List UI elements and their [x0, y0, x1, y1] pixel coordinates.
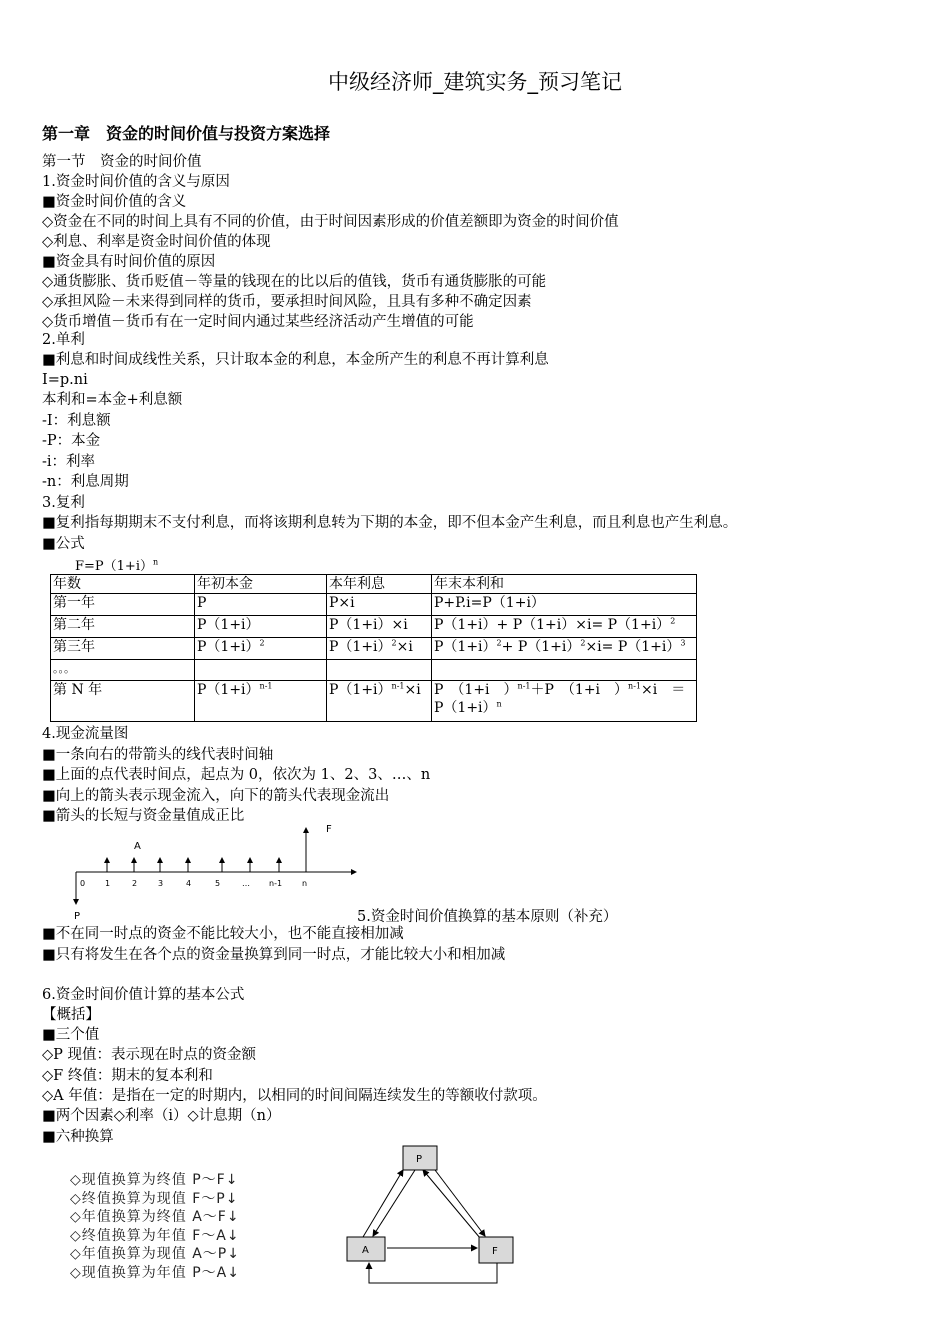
tick-label: 1: [105, 879, 111, 888]
text-line: ■箭头的长短与资金量值成正比: [42, 808, 245, 824]
label-p: P: [74, 911, 81, 922]
text-line: ■资金时间价值的含义: [42, 194, 187, 210]
text-line: ◇通货膨胀、货币贬值－等量的钱现在的比以后的值钱，货币有通货膨胀的可能: [42, 274, 547, 290]
list-item: ◇终值换算为年值 F～A↓: [70, 1227, 240, 1244]
table-cell: P （1+i ）$^{n-1}$＋P （1+i ）$^{n-1}$×i ＝ $P(1+i)^n$: [432, 681, 697, 722]
text-line: ■公式: [42, 536, 85, 552]
table-cell: $P(1+i)^{n-1}\times i$: [327, 681, 432, 722]
node-f-label: F: [492, 1246, 498, 1257]
text-line: 3.复利: [42, 495, 85, 511]
arrow-p-to-a: [373, 1170, 415, 1236]
text-line: -n：利息周期: [42, 474, 129, 490]
arrow-f-to-a: [369, 1263, 497, 1283]
text-line: -I：利息额: [42, 413, 111, 429]
table-cell: 第三年: [51, 638, 195, 660]
tick-label: n-1: [269, 879, 283, 888]
table-cell: 第 N 年: [51, 681, 195, 722]
text-line: ■上面的点代表时间点，起点为 0，依次为 1、2、3、…、n: [42, 767, 431, 783]
text-line: 6.资金时间价值计算的基本公式: [42, 987, 245, 1003]
text-line: ◇承担风险－未来得到同样的货币，要承担时间风险，且具有多种不确定因素: [42, 294, 532, 310]
text-line: -i：利率: [42, 454, 96, 470]
table-cell: $P(1+i)+ P(1+i)\times i= P(1+i)^2$: [432, 616, 697, 638]
compound-interest-table: [50, 574, 697, 722]
list-item: ◇终值换算为现值 F～P↓: [70, 1190, 239, 1207]
table-row: [51, 660, 697, 681]
table-header-cell: 年末本利和: [432, 575, 697, 594]
table-cell: P: [195, 594, 327, 616]
tick-label: 4: [186, 879, 192, 888]
text-line: ■复利指每期期末不支付利息，而将该期利息转为下期的本金，即不但本金产生利息，而且利息也产生利息。: [42, 515, 738, 531]
table-row: [51, 638, 697, 660]
label-f: F: [326, 824, 332, 835]
text-line: ■资金具有时间价值的原因: [42, 254, 216, 270]
table-cell: $P(1+i)^2+ P(1+i)^2\times i= P(1+i)^3$: [432, 638, 697, 660]
table-header-cell: 年数: [51, 575, 195, 594]
node-a-label: A: [362, 1245, 369, 1256]
chapter-heading: 第一章 资金的时间价值与投资方案选择: [42, 124, 331, 143]
tick-label: 3: [158, 879, 164, 888]
arrow-p-to-f: [435, 1170, 485, 1236]
table-row: [51, 681, 697, 722]
text-line: ■一条向右的带箭头的线代表时间轴: [42, 747, 274, 763]
text-line: ■两个因素◇利率（i）◇计息期（n）: [42, 1108, 281, 1124]
text-line: ◇P 现值：表示现在时点的资金额: [42, 1047, 257, 1063]
arrow-f-to-p: [423, 1170, 480, 1238]
text-line: ◇A 年值：是指在一定的时期内，以相同的时间间隔连续发生的等额收付款项。: [42, 1088, 547, 1104]
tick-label: 0: [80, 879, 86, 888]
text-line: ■利息和时间成线性关系，只计取本金的利息，本金所产生的利息不再计算利息: [42, 352, 549, 368]
table-cell: [327, 660, 432, 681]
node-p-label: P: [416, 1154, 423, 1165]
section-heading: 5.资金时间价值换算的基本原则（补充）: [357, 909, 618, 925]
table-cell: [195, 660, 327, 681]
text-line: ◇货币增值－货币有在一定时间内通过某些经济活动产生增值的可能: [42, 314, 474, 330]
tick-label: 2: [132, 879, 138, 888]
document-title: 中级经济师_建筑实务_预习笔记: [328, 70, 622, 94]
table-cell: P×i: [327, 594, 432, 616]
tick-label: n: [302, 879, 308, 888]
table-cell: 第二年: [51, 616, 195, 638]
label-a: A: [134, 841, 141, 852]
text-line: 【概括】: [42, 1007, 100, 1023]
table-cell: 。。。: [51, 660, 195, 681]
text-line: ■不在同一时点的资金不能比较大小，也不能直接相加减: [42, 926, 404, 942]
list-item: ◇年值换算为现值 A～P↓: [70, 1246, 240, 1262]
table-cell: [432, 660, 697, 681]
table-cell: $P(1+i)^2$: [195, 638, 327, 660]
list-item: ◇现值换算为年值 P～A↓: [70, 1264, 240, 1281]
table-header-cell: 年初本金: [195, 575, 327, 594]
compound-formula: $F=P(1+i)^n$: [75, 557, 159, 574]
text-line: ■三个值: [42, 1027, 100, 1043]
list-item: ◇现值换算为终值 P～F↓: [70, 1172, 239, 1188]
table-cell: P（1+i）: [195, 616, 327, 638]
text-line: ■只有将发生在各个点的资金量换算到同一时点，才能比较大小和相加减: [42, 947, 506, 963]
table-row: [51, 616, 697, 638]
table-cell: $P(1+i)^2\times i$: [327, 638, 432, 660]
arrow-a-to-p: [363, 1170, 403, 1237]
text-line: -P：本金: [42, 433, 101, 449]
text-line: ■向上的箭头表示现金流入，向下的箭头代表现金流出: [42, 788, 390, 804]
pfa-triangle-diagram: [335, 1140, 525, 1288]
text-line: 第一节 资金的时间价值: [42, 154, 202, 170]
text-line: 1.资金时间价值的含义与原因: [42, 174, 230, 190]
six-conversions-list: [70, 1171, 240, 1282]
tick-labels: [80, 879, 307, 888]
text-line: ■六种换算: [42, 1129, 114, 1145]
text-line: 4.现金流量图: [42, 726, 129, 742]
list-item: ◇年值换算为终值 A～F↓: [70, 1209, 240, 1225]
table-row: [51, 594, 697, 616]
table-cell: P（1+i）×i: [327, 616, 432, 638]
table-cell: $P(1+i)^{n-1}$: [195, 681, 327, 722]
text-line: I=p.ni: [42, 372, 88, 388]
text-line: 2.单利: [42, 332, 85, 348]
table-cell: 第一年: [51, 594, 195, 616]
text-line: ◇利息、利率是资金时间价值的体现: [42, 234, 271, 250]
cash-flow-diagram: [60, 818, 360, 923]
tick-label: …: [242, 879, 250, 888]
table-header-row: [51, 575, 697, 594]
table-header-cell: 本年利息: [327, 575, 432, 594]
text-line: 本利和=本金+利息额: [42, 392, 183, 408]
tick-label: 5: [215, 879, 221, 888]
text-line: ◇F 终值：期末的复本利和: [42, 1068, 213, 1084]
table-cell: P+P.i=P（1+i）: [432, 594, 697, 616]
text-line: ◇资金在不同的时间上具有不同的价值，由于时间因素形成的价值差额即为资金的时间价值: [42, 214, 619, 230]
